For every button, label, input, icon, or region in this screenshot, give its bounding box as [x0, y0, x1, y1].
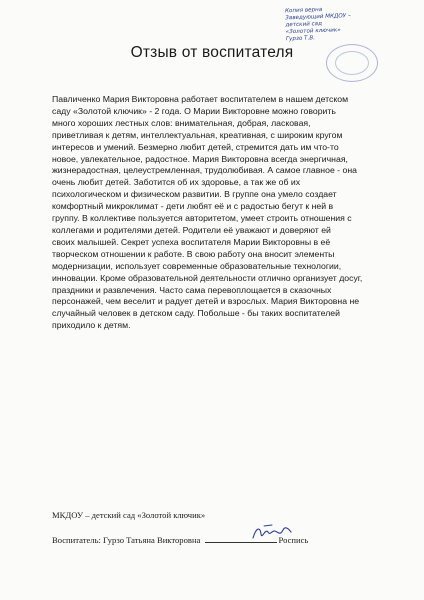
signature-label: Роспись [278, 535, 309, 545]
body-line: интересов и умений. Безмерно любит детей, стремится дать им что-то [52, 141, 339, 152]
body-line: саду «Золотой ключик» - 2 года. О Марии Викторовне можно говорить [52, 105, 336, 116]
body-line: творческом отношении к работе. В свою работу она вносит элементы [52, 248, 335, 259]
body-line: Павличенко Мария Викторовна работает воспитателем в нашем детском [52, 94, 349, 104]
body-line: психологическом и физическом развитии. В группе она умело создает [52, 189, 337, 200]
body-line: группу. В коллективе пользуется авторитетом, умеет строить отношения с [52, 213, 352, 224]
body-line: приходило к детям. [52, 320, 131, 331]
body-line: случайный человек в детском саду. Побольше - бы таких воспитателей [52, 308, 340, 319]
document-title: Отзыв от воспитателя [130, 44, 294, 61]
approval-line: Заведующий МКДОУ – [285, 13, 351, 22]
approval-line: «Золотой ключик» [285, 27, 341, 36]
handwritten-signature-icon [250, 522, 294, 544]
approval-line: детский сад [285, 21, 323, 29]
body-line: очень любит детей. Заботится об их здоровье, а так же об их [52, 177, 301, 188]
body-line: модернизации, использует современные образовательные технологии, [52, 260, 342, 271]
body-line: инновации. Кроме образовательной деятельности отлично организует досуг, [52, 272, 363, 283]
body-line: много хороших лестных слов: внимательная, добрая, ласковая, [52, 117, 311, 128]
approval-line: Гурзо Т.В. [285, 35, 316, 43]
body-line: жизнерадостная, целеустремленная, трудолюбивая. А самое главное - она [52, 165, 357, 176]
approval-line: Копия верна [284, 7, 323, 15]
body-line: комфортный микроклимат - дети любят её и с радостью бегут к ней в [52, 201, 334, 212]
body-line: приветливая к детям, интеллектуальная, креативная, с широким кругом [52, 129, 343, 140]
review-body [52, 94, 378, 332]
body-line: праздники и развлечения. Часто сама перевоплощается в сказочных [52, 284, 332, 295]
signer-role-name: Воспитатель: Гурзо Татьяна Викторовна [52, 535, 201, 545]
body-line: коллегами и родителями детей. Родители её уважают и доверяют ей [52, 224, 331, 235]
body-line: своих малышей. Секрет успеха воспитателя Марии Викторовны в её [52, 236, 331, 247]
body-line: персонажей, чем веселит и радует детей и взрослых. Мария Викторовна не [52, 296, 360, 307]
body-line: новое, увлекательное, радостное. Мария Викторовна всегда энергичная, [52, 153, 348, 164]
organization-name: МКДОУ – детский сад «Золотой ключик» [52, 510, 206, 520]
